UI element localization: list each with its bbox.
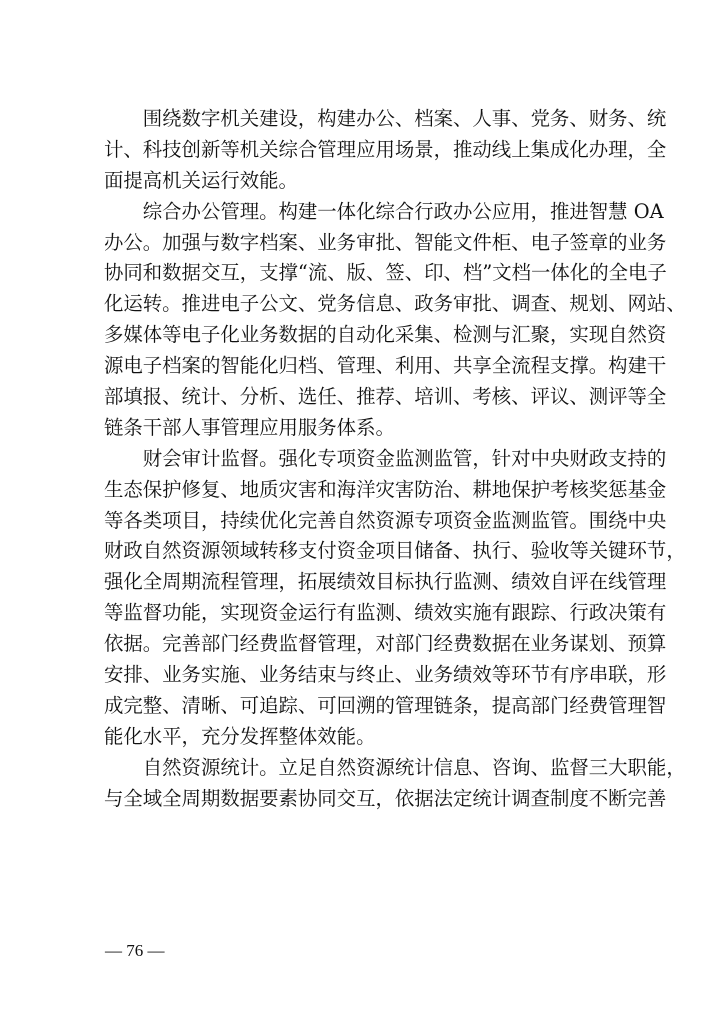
text-line: 办公。加强与数字档案、业务审批、智能文件柜、电子签章的业务 <box>104 230 667 254</box>
text-line: 部填报、统计、分析、选任、推荐、培训、考核、评议、测评等全 <box>104 385 667 409</box>
text-line: 面提高机关运行效能。 <box>104 168 298 192</box>
text-line: 多媒体等电子化业务数据的自动化采集、检测与汇聚，实现自然资 <box>104 323 667 347</box>
text-line: 安排、业务实施、业务结束与终止、业务绩效等环节有序串联，形 <box>104 663 667 687</box>
paragraph-integrated-office-management <box>104 197 686 444</box>
text-line: 自然资源统计。立足自然资源统计信息、咨询、监督三大职能， <box>104 755 686 779</box>
text-line: 等监督功能，实现资金运行有监测、绩效实施有跟踪、行政决策有 <box>104 601 667 625</box>
text-line: 等各类项目，持续优化完善自然资源专项资金监测监管。围绕中央 <box>104 508 667 532</box>
text-line: 综合办公管理。构建一体化综合行政办公应用，推进智慧 OA <box>104 199 664 223</box>
page-number: — 76 — <box>105 941 165 960</box>
text-line: 协同和数据交互，支撑“流、版、签、印、档”文档一体化的全电子 <box>104 261 667 285</box>
text-line: 生态保护修复、地质灾害和海洋灾害防治、耕地保护考核奖惩基金 <box>104 477 667 501</box>
paragraph-digital-office-intro <box>104 104 667 197</box>
text-line: 财会审计监督。强化专项资金监测监管，针对中央财政支持的 <box>104 446 667 470</box>
text-line: 计、科技创新等机关综合管理应用场景，推动线上集成化办理，全 <box>104 137 667 161</box>
text-line: 依据。完善部门经费监督管理，对部门经费数据在业务谋划、预算 <box>104 632 667 656</box>
text-line: 链条干部人事管理应用服务体系。 <box>104 415 395 439</box>
text-line: 财政自然资源领域转移支付资金项目储备、执行、验收等关键环节， <box>104 539 686 563</box>
document-body <box>104 104 686 814</box>
text-line: 强化全周期流程管理，拓展绩效目标执行监测、绩效自评在线管理 <box>104 570 667 594</box>
paragraph-financial-audit-supervision <box>104 444 686 753</box>
text-line: 化运转。推进电子公文、党务信息、政务审批、调查、规划、网站、 <box>104 292 686 316</box>
text-line: 围绕数字机关建设，构建办公、档案、人事、党务、财务、统 <box>104 107 667 130</box>
paragraph-natural-resource-statistics <box>104 753 686 815</box>
text-line: 能化水平，充分发挥整体效能。 <box>104 724 376 748</box>
text-line: 源电子档案的智能化归档、管理、利用、共享全流程支撑。构建干 <box>104 354 667 378</box>
text-line: 成完整、清晰、可追踪、可回溯的管理链条，提高部门经费管理智 <box>104 693 667 717</box>
text-line: 与全域全周期数据要素协同交互，依据法定统计调查制度不断完善 <box>104 786 667 810</box>
